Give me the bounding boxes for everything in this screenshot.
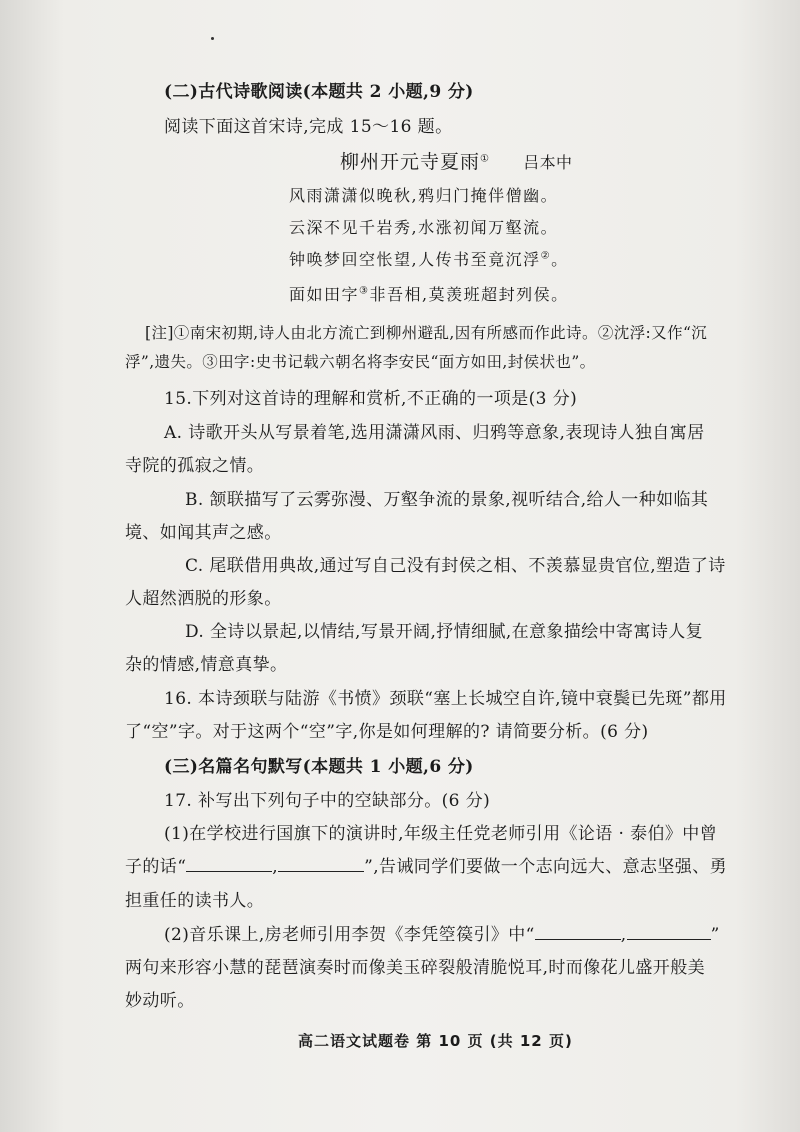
q17-p2-line-1: [164, 920, 720, 945]
q17-p1-blank-1[interactable]: [186, 857, 272, 872]
q17-p2-text-c: ”: [710, 925, 720, 945]
poem-line-3: 钟唤梦回空怅望,人传书至竟沉浮②。: [289, 250, 569, 269]
q17-p1-text-b: ,: [272, 857, 279, 877]
q17-p2-blank-1[interactable]: [535, 925, 621, 940]
section3-heading: (三)名篇名句默写(本题共 1 小题,6 分): [164, 757, 474, 777]
q17-stem: 17. 补写出下列句子中的空缺部分。(6 分): [164, 791, 491, 811]
poem-line-2: 云深不见千岩秀,水涨初闻万壑流。: [289, 218, 559, 237]
q15-stem: 15.下列对这首诗的理解和赏析,不正确的一项是(3 分): [164, 389, 578, 409]
poem-title-note: ①: [480, 153, 490, 165]
q17-p1-text-a: 子的话“: [125, 857, 187, 877]
poem-line-1: 风雨潇潇似晚秋,鸦归门掩伴僧幽。: [289, 186, 559, 205]
q17-p2-text-a: (2)音乐课上,房老师引用李贺《李凭箜篌引》中“: [164, 925, 535, 945]
ink-dot: [211, 37, 214, 40]
poem-line-4-text-a: 面如田字: [289, 285, 360, 304]
q17-p1-line-1: (1)在学校进行国旗下的演讲时,年级主任党老师引用《论语 · 泰伯》中曾: [164, 824, 718, 844]
q17-p2-blank-2[interactable]: [627, 925, 711, 940]
poem-line-4: [289, 282, 569, 305]
q17-p1-line-3: 担重任的读书人。: [125, 891, 265, 911]
q17-p2-line-3: 妙动听。: [125, 991, 195, 1011]
q17-p1-line-2: [125, 852, 727, 877]
q15-option-a-1: A. 诗歌开头从写景着笔,选用潇潇风雨、归鸦等意象,表现诗人独自寓居: [164, 423, 705, 443]
poem-header: [340, 147, 572, 174]
section2-instruction: 阅读下面这首宋诗,完成 15～16 题。: [164, 117, 453, 137]
note-line-1: [注]①南宋初期,诗人由北方流亡到柳州避乱,因有所感而作此诗。②沈浮:又作“沉: [145, 324, 708, 342]
q15-option-c-1: C. 尾联借用典故,通过写自己没有封侯之相、不羡慕显贵官位,塑造了诗: [185, 556, 726, 576]
q15-option-a-2: 寺院的孤寂之情。: [125, 456, 265, 476]
q15-option-b-1: B. 颔联描写了云雾弥漫、万壑争流的景象,视听结合,给人一种如临其: [185, 490, 709, 510]
poem-line-4-text-b: 非吾相,莫羡班超封列侯。: [369, 285, 569, 304]
poem-author: 吕本中: [523, 153, 573, 172]
q17-p2-text-b: ,: [620, 925, 627, 945]
q15-option-b-2: 境、如闻其声之感。: [125, 523, 282, 543]
poem-line-3-note: ②: [540, 250, 552, 262]
poem-title: 柳州开元寺夏雨: [340, 151, 481, 173]
section2-heading: (二)古代诗歌阅读(本题共 2 小题,9 分): [164, 82, 474, 102]
q16-line-1: 16. 本诗颈联与陆游《书愤》颈联“塞上长城空自许,镜中衰鬓已先斑”都用: [164, 689, 727, 709]
q15-option-c-2: 人超然洒脱的形象。: [125, 589, 282, 609]
poem-line-4-note: ③: [359, 285, 370, 297]
q17-p1-blank-2[interactable]: [278, 857, 364, 872]
note-line-2: 浮”,遗失。③田字:史书记载六朝名将李安民“面方如田,封侯状也”。: [125, 353, 596, 371]
q17-p2-line-2: 两句来形容小慧的琵琶演奏时而像美玉碎裂般清脆悦耳,时而像花儿盛开般美: [125, 958, 706, 978]
page-footer: 高二语文试题卷 第 10 页 (共 12 页): [298, 1032, 573, 1050]
q17-p1-text-c: ”,告诫同学们要做一个志向远大、意志坚强、勇: [364, 857, 728, 877]
q15-option-d-2: 杂的情感,情意真挚。: [125, 655, 288, 675]
q16-line-2: 了“空”字。对于这两个“空”字,你是如何理解的? 请简要分析。(6 分): [125, 722, 649, 742]
q15-option-d-1: D. 全诗以景起,以情结,写景开阔,抒情细腻,在意象描绘中寄寓诗人复: [185, 622, 704, 642]
poem-line-3-text: 钟唤梦回空怅望,人传书至竟沉浮: [289, 250, 541, 269]
